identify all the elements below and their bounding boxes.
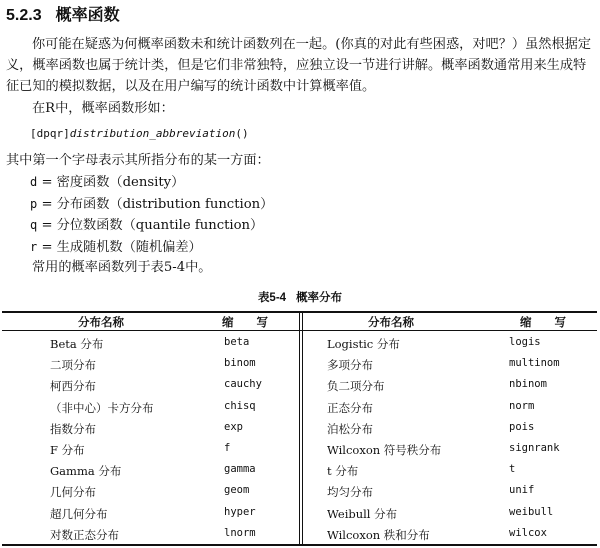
distribution-name: Beta 分布	[50, 337, 104, 351]
distribution-name: Weibull 分布	[327, 506, 398, 521]
distribution-abbreviation: pois	[509, 420, 535, 433]
distribution-abbreviation: multinom	[509, 357, 560, 370]
distribution-abbreviation: unif	[509, 484, 535, 497]
table-caption-label: 表5-4	[257, 292, 287, 304]
header-abbr-left: 缩 写	[222, 317, 268, 329]
distribution-name: 泊松分布	[327, 421, 373, 436]
table-reference-paragraph: 常用的概率函数列于表5-4中。	[32, 260, 212, 275]
distribution-abbreviation: geom	[224, 484, 250, 497]
distribution-abbreviation: weibull	[509, 505, 554, 518]
distribution-abbreviation: chisq	[224, 399, 256, 412]
code-prefix: [dpqr]	[30, 127, 70, 140]
definition-text: = 分位数函数（quantile function）	[41, 218, 264, 233]
definition-letter: d	[30, 175, 38, 189]
distribution-abbreviation: f	[224, 442, 231, 454]
form-paragraph: 在R中，概率函数形如：	[32, 101, 174, 116]
distribution-name: 对数正态分布	[50, 527, 119, 542]
distribution-abbreviation: beta	[224, 336, 250, 348]
definition-text: = 密度函数（density）	[41, 175, 185, 190]
distribution-abbreviation: t	[509, 463, 516, 476]
distribution-abbreviation: binom	[224, 357, 256, 370]
letter-paragraph: 其中第一个字母表示其所指分布的某一方面：	[6, 153, 270, 168]
table-row	[0, 397, 600, 418]
definition-item	[30, 193, 273, 212]
table-row	[0, 503, 600, 524]
distribution-name: 超几何分布	[50, 506, 108, 521]
code-italic: distribution_abbreviation	[69, 127, 236, 140]
header-abbr-right: 缩 写	[520, 317, 566, 329]
table-row	[0, 418, 600, 439]
distribution-name: 几何分布	[50, 485, 96, 500]
distribution-abbreviation: hyper	[224, 505, 256, 518]
table-row	[0, 354, 600, 375]
definition-item	[30, 214, 263, 233]
intro-paragraph: 你可能在疑惑为何概率函数未和统计函数列在一起。(你真的对此有些困惑，对吧？）虽然根据定义，概率函数也属于统计类，但是它们非常独特，应独立设一节进行讲解。概率函数通常用来生成特征已知的模拟数据，以及在用户编写的统计函数中计算概率值。	[6, 37, 592, 94]
header-name-left: 分布名称	[78, 317, 124, 329]
distribution-abbreviation: cauchy	[224, 378, 262, 391]
definition-letter: q	[30, 218, 38, 232]
definition-letter: p	[30, 197, 38, 211]
distribution-name: 负二项分布	[327, 379, 385, 394]
distribution-name: （非中心）卡方分布	[50, 400, 154, 415]
table-row	[0, 460, 600, 481]
table-row	[0, 375, 600, 396]
distribution-name: 二项分布	[50, 358, 96, 373]
definition-item	[30, 171, 184, 190]
distribution-name: 正态分布	[327, 400, 373, 415]
table-row	[0, 333, 600, 354]
distribution-name: 柯西分布	[50, 379, 96, 394]
distribution-abbreviation: exp	[224, 420, 243, 433]
distribution-name: 多项分布	[327, 358, 373, 373]
distribution-name: 均匀分布	[327, 485, 373, 500]
table-row	[0, 439, 600, 460]
table-caption	[0, 289, 600, 305]
table-caption-title: 概率分布	[296, 292, 343, 304]
distribution-name: Wilcoxon 符号秩分布	[327, 443, 442, 457]
distribution-name: t 分布	[327, 464, 359, 479]
definition-text: = 生成随机数（随机偏差）	[41, 240, 202, 255]
table-row	[0, 481, 600, 502]
header-name-right: 分布名称	[368, 317, 414, 329]
definition-item	[30, 236, 202, 255]
distribution-abbreviation: lnorm	[224, 526, 256, 539]
distribution-abbreviation: norm	[509, 399, 535, 412]
distribution-abbreviation: nbinom	[509, 378, 547, 391]
distribution-name: Wilcoxon 秩和分布	[327, 527, 430, 542]
distribution-abbreviation: gamma	[224, 463, 256, 476]
distribution-name: F 分布	[50, 443, 85, 457]
distribution-abbreviation: logis	[509, 336, 541, 348]
table-row	[0, 524, 600, 545]
section-number: 5.2.3	[6, 7, 42, 24]
distribution-abbreviation: signrank	[509, 442, 560, 454]
section-heading	[6, 2, 120, 25]
distribution-name: 指数分布	[50, 421, 96, 436]
distribution-name: Logistic 分布	[327, 337, 400, 351]
code-signature	[30, 127, 249, 140]
code-suffix: ()	[235, 127, 249, 140]
section-title: 概率函数	[55, 7, 120, 24]
distribution-abbreviation: wilcox	[509, 526, 547, 539]
definition-text: = 分布函数（distribution function）	[41, 197, 274, 212]
definition-letter: r	[30, 240, 38, 254]
distribution-name: Gamma 分布	[50, 464, 122, 479]
